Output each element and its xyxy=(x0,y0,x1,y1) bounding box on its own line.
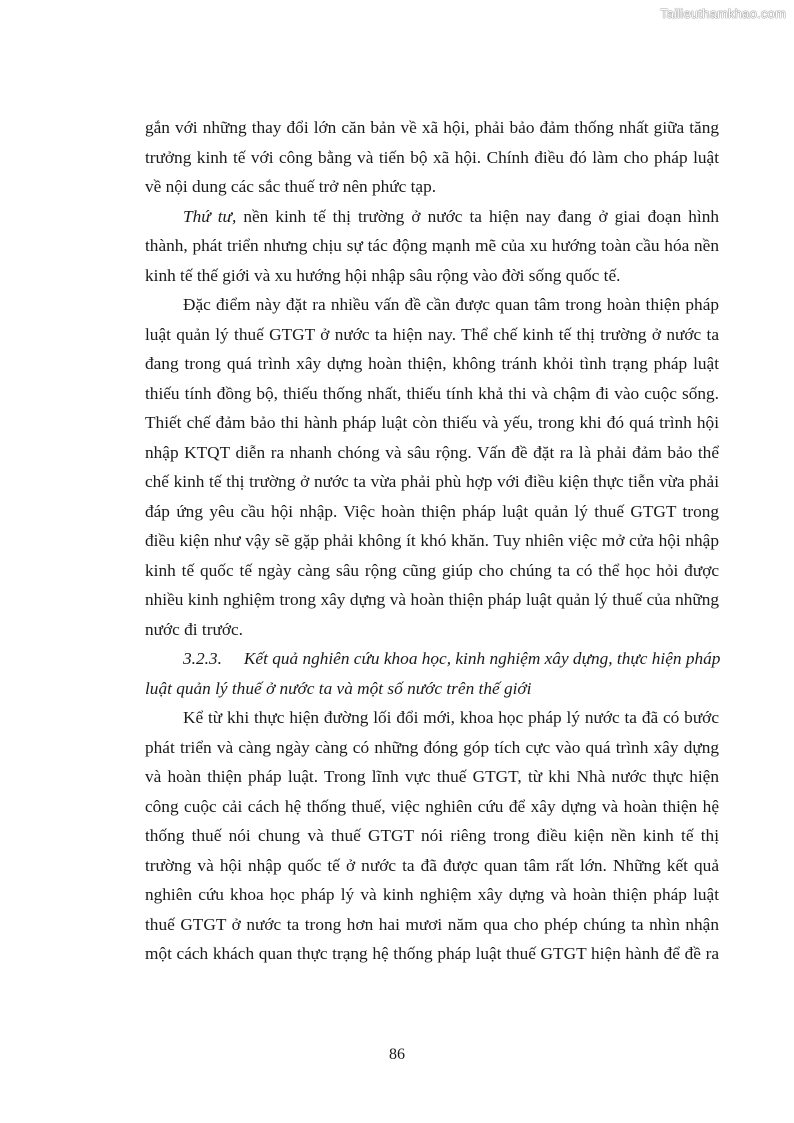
heading-line: luật quản lý thuế ở nước ta và một số nước trên thế giới xyxy=(145,678,532,698)
text-line: phát triển và càng ngày càng có những đóng góp tích cực vào quá trình xây dựng xyxy=(145,737,719,757)
text-run: nền kinh tế thị trường ở nước ta hiện nay đang ở giai đoạn hình xyxy=(236,206,719,226)
text-line: nghiên cứu khoa học pháp lý và kinh nghiệm xây dựng và hoàn thiện pháp luật xyxy=(145,885,719,904)
paragraph-3 xyxy=(145,290,719,644)
text-line xyxy=(145,202,719,232)
text-line: kinh tế thế giới và xu hướng hội nhập sâu rộng vào đời sống quốc tế. xyxy=(145,265,621,285)
paragraph-1 xyxy=(145,113,719,202)
text-line: thành, phát triển nhưng chịu sự tác động mạnh mẽ của xu hướng toàn cầu hóa nền xyxy=(145,236,719,255)
text-line: một cách khách quan thực trạng hệ thống pháp luật thuế GTGT hiện hành để đề ra xyxy=(145,944,719,963)
text-line: nhập KTQT diễn ra nhanh chóng và sâu rộng. Vấn đề đặt ra là phải đảm bảo thể xyxy=(145,442,719,462)
text-line: Đặc điểm này đặt ra nhiều vấn đề cần được quan tâm trong hoàn thiện pháp xyxy=(183,295,719,314)
text-line: thiếu tính đồng bộ, thiếu thống nhất, thiếu tính khả thi và chậm đi vào cuộc sống. xyxy=(145,383,719,403)
text-line: đang trong quá trình xây dựng hoàn thiện, không tránh khỏi tình trạng pháp luật xyxy=(145,354,719,373)
text-line: đáp ứng yêu cầu hội nhập. Việc hoàn thiện pháp luật quản lý thuế GTGT trong xyxy=(145,501,719,521)
text-line: chế kinh tế thị trường ở nước ta vừa phải phù hợp với điều kiện thực tiễn vừa phải xyxy=(145,472,719,491)
text-line: và hoàn thiện pháp luật. Trong lĩnh vực thuế GTGT, từ khi Nhà nước thực hiện xyxy=(145,767,719,786)
text-line: thuế GTGT ở nước ta trong hơn hai mươi năm qua cho phép chúng ta nhìn nhận xyxy=(145,914,719,934)
section-number: 3.2.3. xyxy=(183,649,222,668)
text-line: gắn với những thay đổi lớn căn bản về xã hội, phải bảo đảm thống nhất giữa tăng xyxy=(145,118,719,137)
document-body xyxy=(145,113,719,969)
lead-phrase: Thứ tư, xyxy=(183,206,237,226)
text-line: nước đi trước. xyxy=(145,619,243,639)
text-line: trường và hội nhập quốc tế ở nước ta đã được quan tâm rất lớn. Những kết quả xyxy=(145,855,719,875)
watermark-text: Tailieuthamkhao.com xyxy=(660,6,786,21)
text-line: công cuộc cải cách hệ thống thuế, việc nghiên cứu để xây dựng và hoàn thiện hệ xyxy=(145,796,719,816)
section-heading xyxy=(145,644,719,703)
text-line: luật quản lý thuế GTGT ở nước ta hiện nay. Thể chế kinh tế thị trường ở nước ta xyxy=(145,324,719,344)
text-line: nhiều kinh nghiệm trong xây dựng và hoàn thiện pháp luật quản lý thuế của những xyxy=(145,590,719,609)
text-line: Kể từ khi thực hiện đường lối đổi mới, khoa học pháp lý nước ta đã có bước xyxy=(183,708,719,727)
paragraph-4 xyxy=(145,703,719,969)
text-line: trưởng kinh tế với công bằng và tiến bộ xã hội. Chính điều đó làm cho pháp luật xyxy=(145,147,719,167)
text-line: về nội dung các sắc thuế trở nên phức tạp. xyxy=(145,177,437,196)
text-line: thống thuế nói chung và thuế GTGT nói riêng trong điều kiện nền kinh tế thị xyxy=(145,826,719,845)
paragraph-2 xyxy=(145,202,719,291)
text-line: điều kiện như vậy sẽ gặp phải không ít khó khăn. Tuy nhiên việc mở cửa hội nhập xyxy=(145,531,719,550)
heading-line xyxy=(145,644,719,674)
text-line: kinh tế quốc tế ngày càng sâu rộng cũng giúp cho chúng ta có thể học hỏi được xyxy=(145,560,719,580)
text-line: Thiết chế đảm bảo thi hành pháp luật còn thiếu và yếu, trong khi đó quá trình hội xyxy=(145,413,719,432)
heading-text: Kết quả nghiên cứu khoa học, kinh nghiệm xây dựng, thực hiện pháp xyxy=(243,649,721,668)
page-number: 86 xyxy=(389,1046,405,1063)
